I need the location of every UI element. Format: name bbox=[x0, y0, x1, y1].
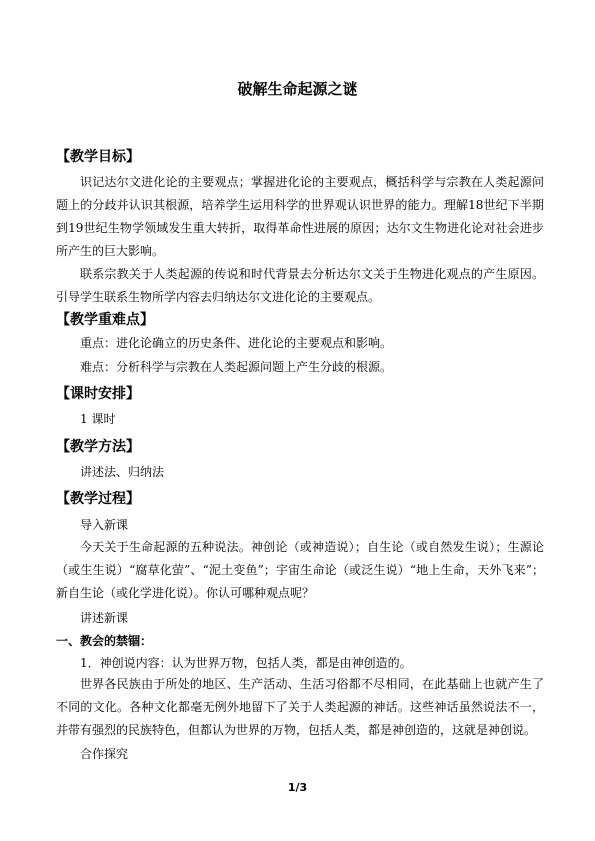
paragraph-goals-2: 联系宗教关于人类起源的传说和时代背景去分析达尔文关于生物进化观点的产生原因。引导学生联系生物所学内容去归纳达尔文进化论的主要观点。 bbox=[56, 267, 544, 304]
label-cooperative-inquiry: 合作探究 bbox=[80, 747, 129, 761]
text-schedule: 1 课时 bbox=[80, 412, 116, 426]
heading-teaching-process: 【教学过程】 bbox=[56, 491, 140, 507]
text-focus: 重点：进化论确立的历史条件、进化论的主要观点和影响。 bbox=[80, 336, 393, 350]
label-new-lesson: 讲述新课 bbox=[80, 611, 129, 625]
heading-teaching-goals: 【教学目标】 bbox=[56, 149, 140, 165]
paragraph-intro: 今天关于生命起源的五种说法。神创论（或神造说）；自生论（或自然发生说）；生源论（或生生说）“腐草化萤”、“泥土变鱼”；宇宙生命论（或泛生说）“地上生命，天外飞来”；新自生论（或化学进化说）。你认可哪种观点呢？ bbox=[56, 540, 544, 600]
heading-teaching-method: 【教学方法】 bbox=[56, 439, 140, 455]
text-difficulty: 难点：分析科学与宗教在人类起源问题上产生分歧的根源。 bbox=[80, 360, 393, 374]
text-teaching-method: 讲述法、归纳法 bbox=[80, 465, 165, 479]
subheading-church-confinement: 一、教会的禁锢： bbox=[56, 634, 153, 648]
heading-key-difficult-points: 【教学重难点】 bbox=[56, 312, 154, 328]
paragraph-creationism: 世界各民族由于所处的地区、生产活动、生活习俗都不尽相同，在此基础上也就产生了不同的文化。各种文化都毫无例外地留下了关于人类起源的神话。这些神话虽然说法不一，并带有强烈的民族特色，但都认为世界的万物，包括人类，都是神创造的，这就是神创说。 bbox=[56, 677, 544, 737]
page-title: 破解生命起源之谜 bbox=[237, 80, 358, 98]
item-creationism: 1．神创说内容：认为世界万物，包括人类，都是由神创造的。 bbox=[80, 656, 412, 670]
label-intro: 导入新课 bbox=[80, 518, 129, 532]
heading-schedule: 【课时安排】 bbox=[56, 386, 140, 402]
paragraph-goals-1: 识记达尔文进化论的主要观点；掌握进化论的主要观点，概括科学与宗教在人类起源问题上的分歧并认识其根源，培养学生运用科学的世界观认识世界的能力。理解18世纪下半期到19世纪生物学领域发生重大转折，取得革命性进展的原因；达尔文生物进化论对社会进步所产生的巨大影响。 bbox=[56, 175, 544, 258]
page-number: 1/3 bbox=[287, 781, 308, 794]
